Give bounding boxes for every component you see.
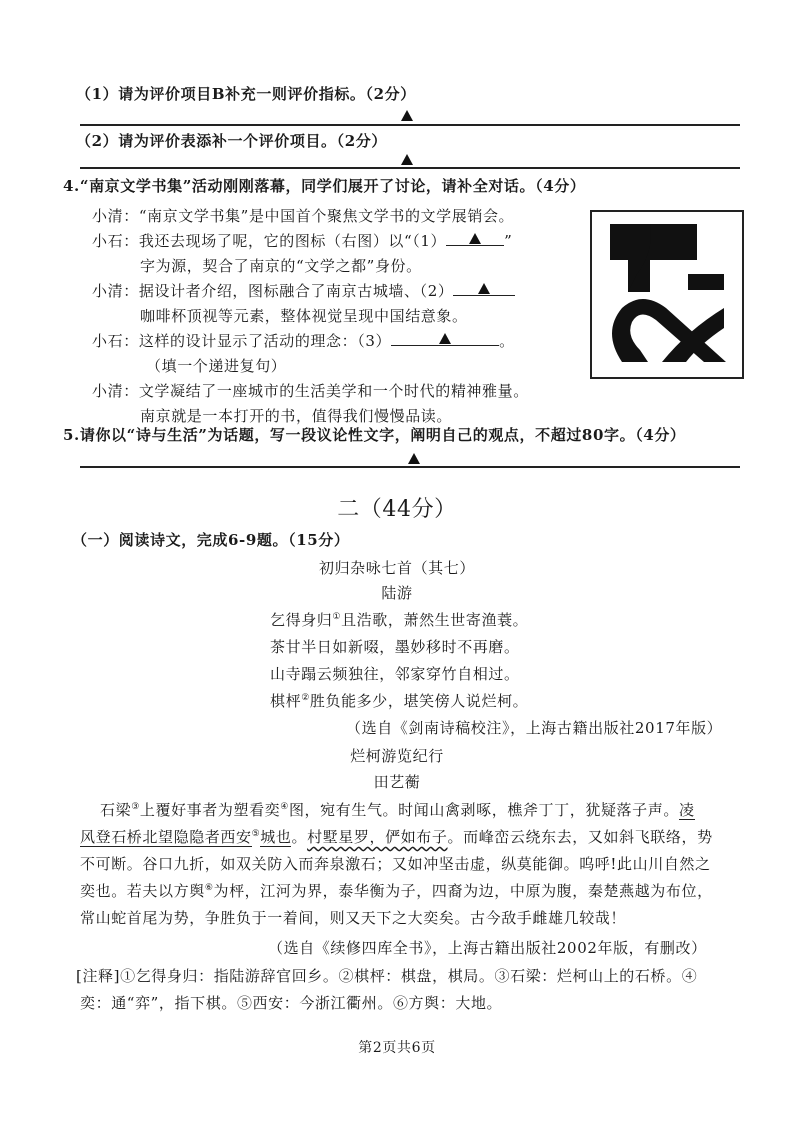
dialogue-text: 文学凝结了一座城市的生活美学和一个时代的精神雅量。 bbox=[138, 382, 529, 400]
prose-source: （选自《续修四库全书》，上海古籍出版社2002年版，有删改） bbox=[268, 939, 707, 957]
answer-marker-triangle bbox=[478, 283, 490, 294]
underlined-sentence: 凌 bbox=[678, 801, 695, 819]
poem-line-1 bbox=[270, 610, 528, 630]
dialogue-line-2-cont: 字为源，契合了南京的“文学之都”身份。 bbox=[140, 257, 422, 275]
dialogue-note: （填一个递进复句） bbox=[146, 357, 287, 375]
underlined-sentence: 风登石桥北望隐隐者西安 bbox=[80, 828, 252, 846]
answer-line[interactable] bbox=[80, 466, 740, 468]
answer-line[interactable] bbox=[80, 167, 740, 169]
footnote-ref: ② bbox=[301, 693, 310, 703]
dialogue-line-1 bbox=[92, 206, 514, 226]
footnote-ref: ③ bbox=[131, 802, 140, 812]
poem-text: 棋枰 bbox=[270, 692, 302, 710]
answer-marker-triangle bbox=[469, 233, 481, 244]
blank-2[interactable] bbox=[453, 281, 515, 296]
prose-line-2 bbox=[80, 827, 713, 847]
dialogue-text: 这样的设计显示了活动的理念：（3） bbox=[138, 332, 392, 350]
underlined-sentence: 城也 bbox=[260, 828, 292, 846]
poem-text: 胜负能多少，堪笑傍人说烂柯。 bbox=[309, 692, 529, 710]
dialogue-line-4 bbox=[92, 331, 515, 351]
blank-3[interactable] bbox=[391, 331, 499, 346]
prose-line-5: 常山蛇首尾为势，争胜负于一着间，则又天下之大奕矣。古今敌手雌雄几较哉！ bbox=[80, 909, 627, 927]
dialogue-line-5-cont: 南京就是一本打开的书，值得我们慢慢品读。 bbox=[140, 407, 453, 425]
q4-prompt: 4.“南京文学书集”活动刚刚落幕，同学们展开了讨论，请补全对话。（4分） bbox=[63, 177, 586, 195]
logo-graphic bbox=[592, 212, 742, 377]
answer-marker-triangle bbox=[439, 333, 451, 344]
blank-1[interactable] bbox=[446, 231, 504, 246]
poem-text: 且浩歌，萧然生世寄渔蓑。 bbox=[341, 611, 529, 629]
poem-text: 乞得身归 bbox=[270, 611, 333, 629]
prose-title: 烂柯游览纪行 bbox=[350, 747, 444, 765]
section-title: 二（44分） bbox=[337, 497, 457, 522]
dialogue-text: 。 bbox=[499, 332, 515, 350]
dialogue-line-3-cont: 咖啡杯顶视等元素，整体视觉呈现中国结意象。 bbox=[140, 307, 468, 325]
dialogue-text: ” bbox=[504, 232, 513, 250]
dialogue-line-3 bbox=[92, 281, 515, 301]
notes-line-2: 奕：通“弈”，指下棋。⑤西安：今浙江衢州。⑥方舆：大地。 bbox=[80, 994, 503, 1012]
poem-line-3: 山寺蹋云频独往，邻家穿竹自相过。 bbox=[270, 665, 520, 683]
page-footer: 第2页共6页 bbox=[358, 1040, 436, 1056]
prose-author: 田艺蘅 bbox=[373, 773, 421, 791]
speaker: 小清： bbox=[92, 282, 139, 300]
answer-marker-triangle bbox=[408, 453, 420, 464]
prose-text: 为枰，江河为界，泰华衡为子，四裔为边，中原为腹，秦楚燕越为布位， bbox=[213, 882, 713, 900]
dialogue-line-5 bbox=[92, 381, 529, 401]
wavy-underlined-sentence: 村墅星罗，俨如布子 bbox=[307, 828, 448, 846]
q5-prompt: 5.请你以“诗与生活”为话题，写一段议论性文字，阐明自己的观点，不超过80字。（4分） bbox=[63, 426, 686, 444]
poem-title: 初归杂咏七首（其七） bbox=[318, 559, 475, 577]
prose-line-4 bbox=[80, 881, 713, 901]
speaker: 小石： bbox=[92, 332, 139, 350]
speaker: 小清： bbox=[92, 382, 139, 400]
footnote-ref: ④ bbox=[280, 802, 289, 812]
footnote-ref: ⑥ bbox=[204, 883, 214, 893]
poem-source: （选自《剑南诗稿校注》，上海古籍出版社2017年版） bbox=[346, 719, 723, 737]
prose-text: 奕也。若夫以方舆 bbox=[80, 882, 205, 900]
poem-author: 陆游 bbox=[381, 584, 413, 602]
footnote-ref: ① bbox=[332, 612, 342, 622]
part1-prompt: （一）阅读诗文，完成6-9题。（15分） bbox=[72, 531, 350, 549]
prose-text: 上覆好事者为塑看奕 bbox=[139, 801, 281, 819]
speaker: 小清： bbox=[92, 207, 139, 225]
q3-sub1: （1）请为评价项目B补充一则评价指标。（2分） bbox=[76, 85, 416, 103]
prose-text: 图，宛有生气。时闻山禽剥啄，樵斧丁丁，犹疑落子声。 bbox=[288, 801, 679, 819]
answer-marker-triangle bbox=[401, 110, 413, 121]
q3-sub2: （2）请为评价表添补一个评价项目。（2分） bbox=[76, 132, 387, 150]
answer-line[interactable] bbox=[80, 124, 740, 126]
speaker: 小石： bbox=[92, 232, 139, 250]
prose-text: 。 bbox=[291, 828, 308, 846]
dialogue-line-2 bbox=[92, 231, 512, 251]
poem-line-2: 茶甘半日如新啜，墨妙移时不再磨。 bbox=[270, 638, 520, 656]
notes-line-1: [注释]①乞得身归：指陆游辞官回乡。②棋枰：棋盘，棋局。③石梁：烂柯山上的石桥。④ bbox=[76, 967, 698, 985]
footnote-ref: ⑤ bbox=[251, 829, 261, 839]
prose-text: 。而峰峦云绕东去，又如斜飞联络，势 bbox=[447, 828, 713, 846]
event-logo-image bbox=[590, 210, 744, 379]
answer-marker-triangle bbox=[401, 154, 413, 165]
dialogue-text: “南京文学书集”是中国首个聚焦文学书的文学展销会。 bbox=[138, 207, 515, 225]
prose-line-3: 不可断。谷口九折，如双关防入而奔泉激石；又如冲坚击虚，纵莫能御。呜呼!此山川自然之 bbox=[80, 855, 711, 873]
dialogue-text: 据设计者介绍，图标融合了南京古城墙、（2） bbox=[138, 282, 454, 300]
prose-line-1 bbox=[100, 800, 695, 820]
prose-text: 石梁 bbox=[100, 801, 132, 819]
poem-line-4 bbox=[270, 691, 528, 711]
dialogue-text: 我还去现场了呢，它的图标（右图）以“（1） bbox=[138, 232, 447, 250]
